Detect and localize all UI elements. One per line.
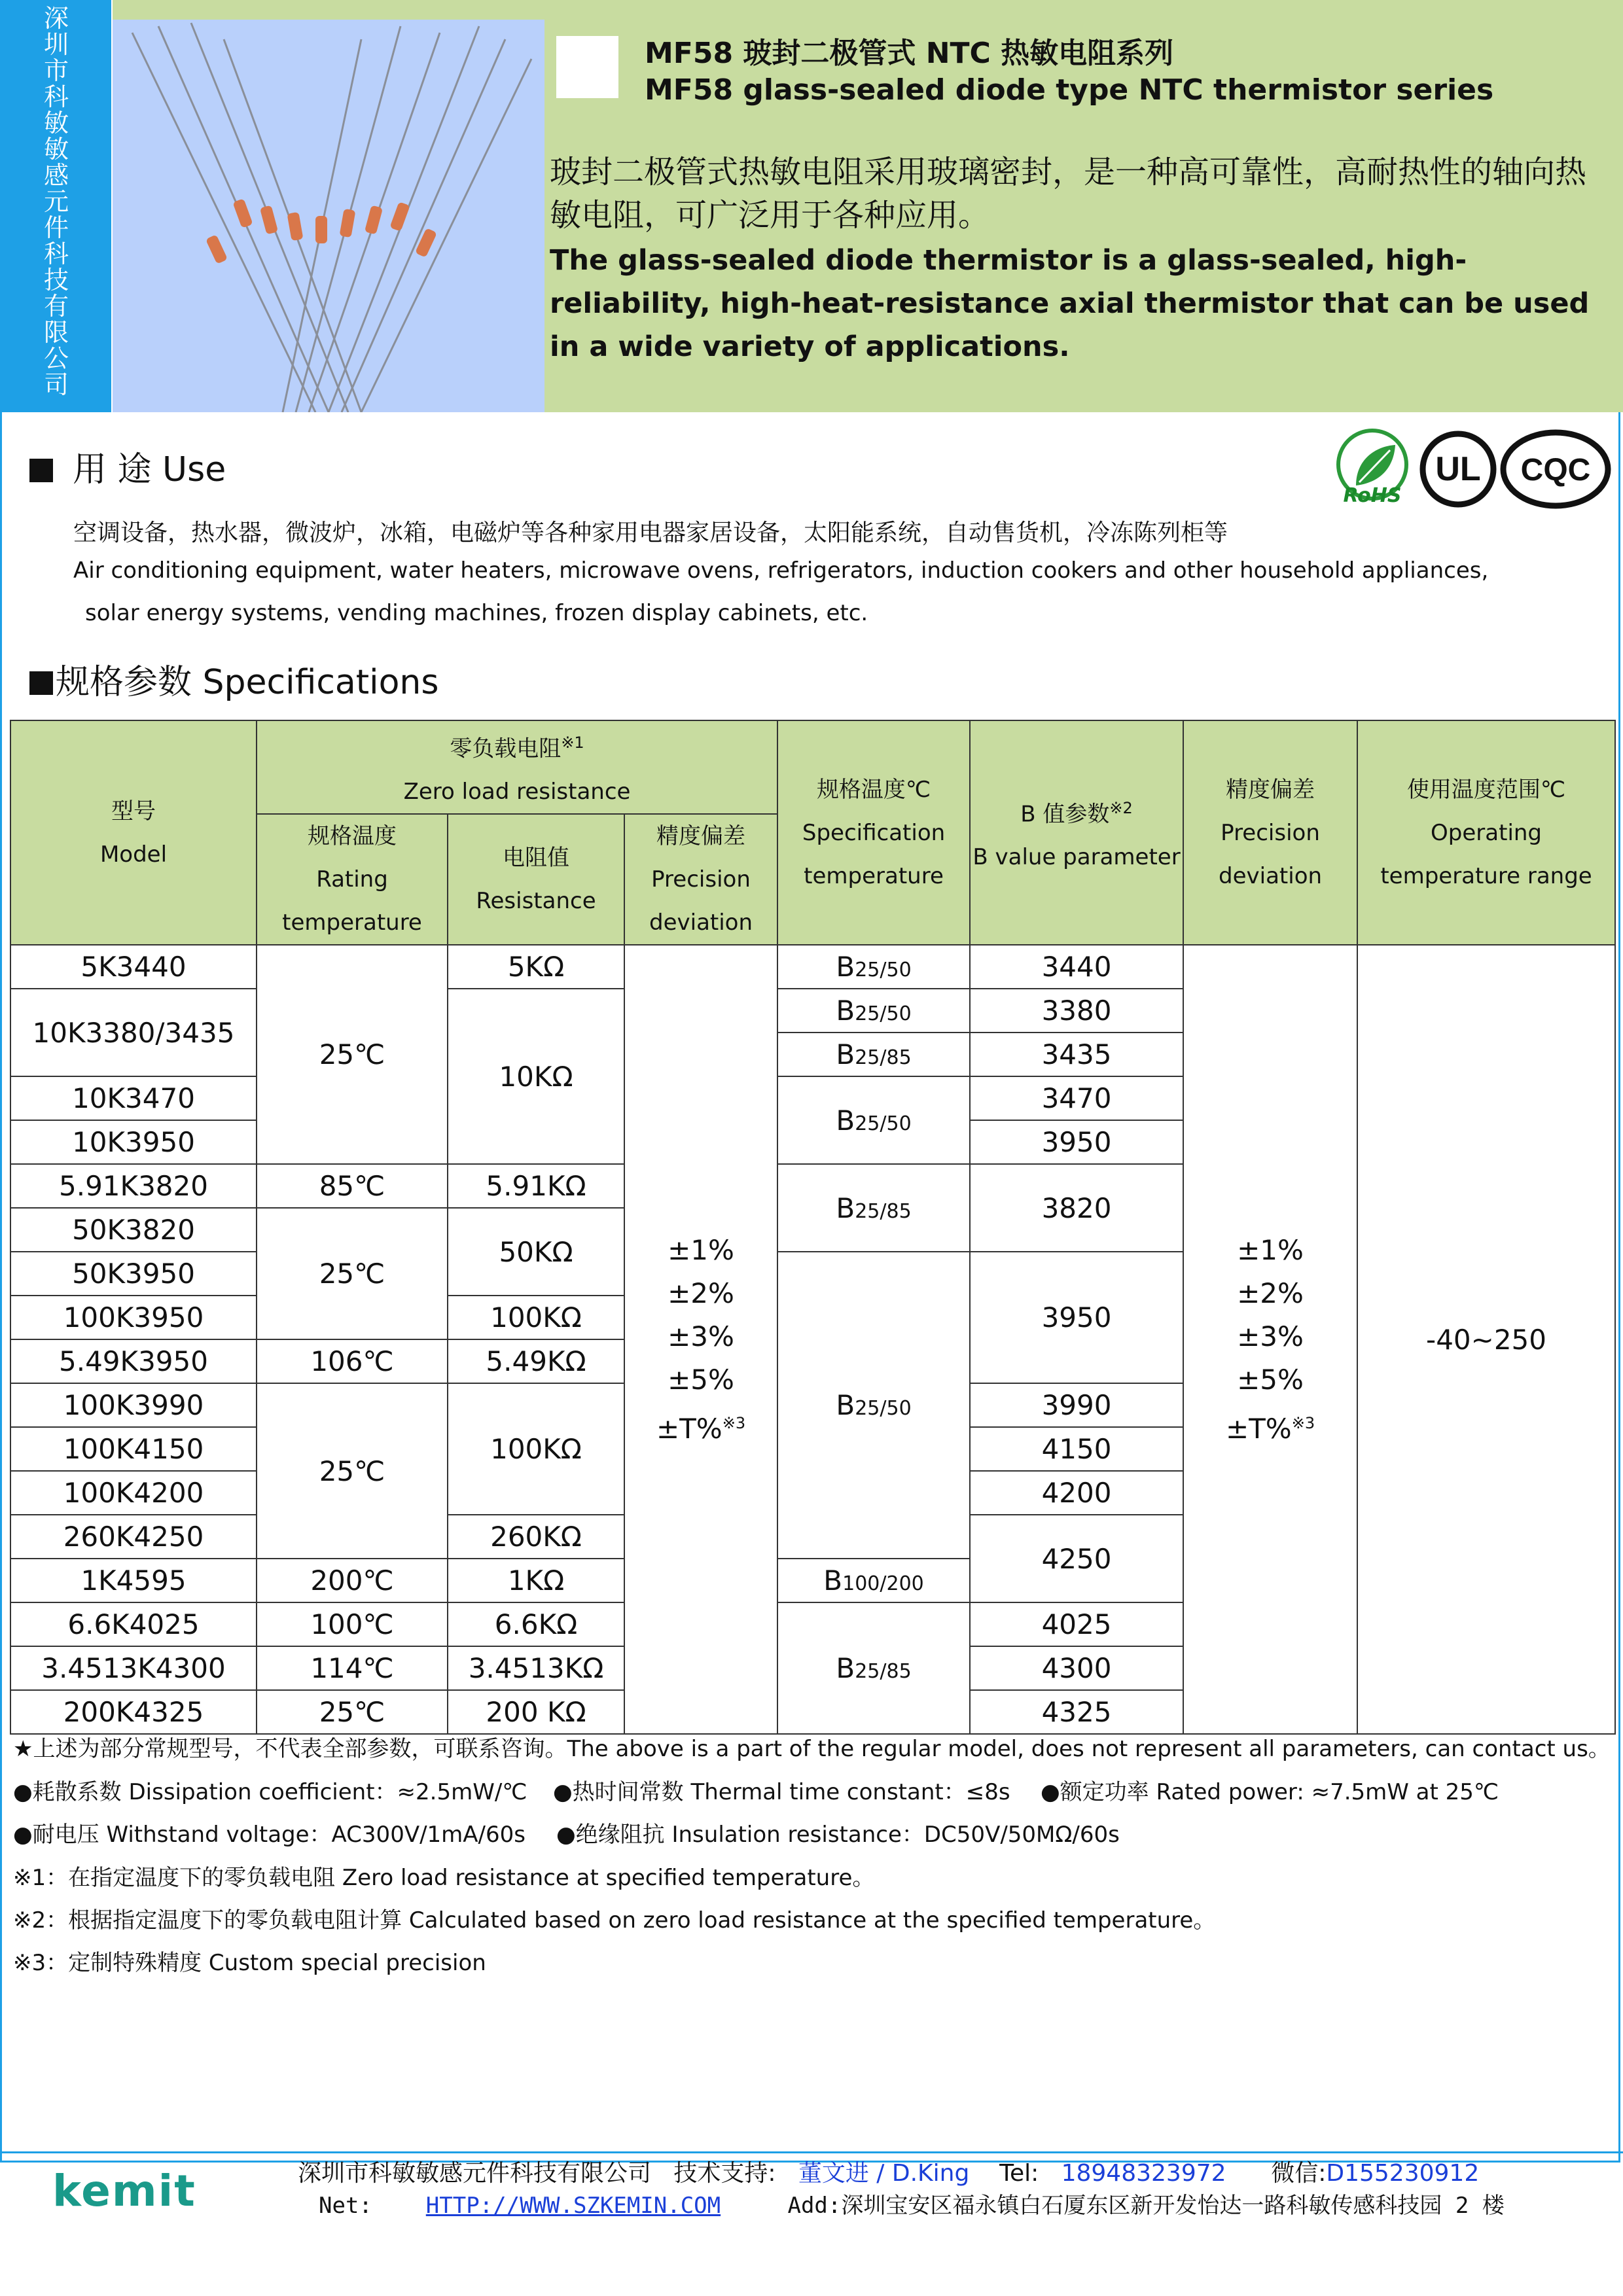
b-value-cell: 4200	[970, 1471, 1183, 1515]
resistance-cell: 3.4513KΩ	[448, 1646, 624, 1690]
note-power: ●额定功率 Rated power: ≈7.5mW at 25℃	[1041, 1779, 1499, 1805]
temp-cell: 200℃	[257, 1559, 448, 1602]
model-cell: 50K3820	[10, 1208, 257, 1252]
model-cell: 100K3950	[10, 1296, 257, 1339]
description-en: The glass-sealed diode thermistor is a glass-sealed, high-reliability, high-heat-resistance axial thermistor that can be used in a wide variety of applications.	[550, 244, 1590, 363]
temp-cell: 100℃	[257, 1602, 448, 1646]
footer-website-link[interactable]: HTTP://WWW.SZKEMIN.COM	[425, 2193, 721, 2219]
th-operating: 使用温度范围℃ Operating temperature range	[1357, 720, 1615, 945]
precision-cell: ±1% ±2% ±3% ±5% ±T%$^{※3}$	[624, 945, 777, 1734]
footer-company: 深圳市科敏敏感元件科技有限公司	[298, 2160, 652, 2187]
spec-table	[10, 720, 1616, 1735]
th-zero-load: 零负载电阻$^{※1}$ Zero load resistance	[257, 720, 777, 814]
b-value-cell: 4300	[970, 1646, 1183, 1690]
temp-cell: 25℃	[257, 945, 448, 1164]
vertical-char: 敏	[43, 109, 69, 137]
vertical-char: 元	[43, 187, 69, 216]
temp-cell: 25℃	[257, 1383, 448, 1559]
resistance-cell: 10KΩ	[448, 989, 624, 1164]
th-model: 型号 Model	[10, 720, 257, 945]
vertical-char: 感	[43, 161, 69, 190]
th-rating-temp: 规格温度 Rating temperature	[257, 814, 448, 945]
use-text-cn: 空调设备，热水器，微波炉，冰箱，电磁炉等各种家用电器家居设备，太阳能系统，自动售货机，冷冻陈列柜等	[73, 520, 1228, 546]
ul-certification-icon	[1419, 427, 1497, 512]
temp-cell: 114℃	[257, 1646, 448, 1690]
b-spec-cell: B25/85	[777, 1033, 970, 1076]
b-value-cell: 3470	[970, 1076, 1183, 1120]
resistance-cell: 5.49KΩ	[448, 1339, 624, 1383]
vertical-char: 科	[43, 239, 69, 268]
use-text-en-line2: solar energy systems, vending machines, frozen display cabinets, etc.	[85, 600, 868, 626]
note-thermal: ●热时间常数 Thermal time constant：≤8s	[553, 1779, 1010, 1805]
b-spec-cell: B25/50	[777, 1076, 970, 1164]
vertical-char: 公	[43, 344, 69, 373]
footer-address: Add:深圳宝安区福永镇白石厦东区新开发怡达一路科敏传感科技园 2 楼	[787, 2193, 1505, 2219]
use-section-title	[29, 442, 226, 491]
b-spec-cell: B25/85	[777, 1602, 970, 1734]
cqc-text: CQC	[1520, 453, 1591, 487]
footer-tel: 18948323972	[1061, 2160, 1226, 2187]
footer-divider	[0, 2151, 1623, 2153]
b-value-cell: 3380	[970, 989, 1183, 1033]
bullet-square-icon	[29, 671, 53, 695]
b-spec-cell: B25/50	[777, 989, 970, 1033]
vertical-char: 司	[43, 370, 69, 399]
description-cn: 玻封二极管式热敏电阻采用玻璃密封，是一种高可靠性，高耐热性的轴向热敏电阻，可广泛用于各种应用。	[550, 154, 1587, 234]
b-value-cell: 4325	[970, 1690, 1183, 1734]
vertical-char: 件	[43, 213, 69, 242]
company-vertical-name	[37, 5, 76, 398]
th-precision: 精度偏差 Precision deviation	[624, 814, 777, 945]
resistance-cell: 100KΩ	[448, 1383, 624, 1515]
model-cell: 50K3950	[10, 1252, 257, 1296]
model-cell: 1K4595	[10, 1559, 257, 1602]
model-cell: 100K3990	[10, 1383, 257, 1427]
model-cell: 10K3470	[10, 1076, 257, 1120]
b-value-cell: 4025	[970, 1602, 1183, 1646]
vertical-char: 限	[43, 318, 69, 347]
th-b-precision: 精度偏差 Precision deviation	[1183, 720, 1357, 945]
b-spec-cell: B100/200	[777, 1559, 970, 1602]
vertical-char: 有	[43, 292, 69, 321]
note-withstand: ●耐电压 Withstand voltage：AC300V/1mA/60s	[13, 1822, 526, 1848]
b-spec-cell: B25/50	[777, 1252, 970, 1559]
b-spec-cell: B25/50	[777, 945, 970, 989]
model-cell: 100K4150	[10, 1427, 257, 1471]
model-cell: 3.4513K4300	[10, 1646, 257, 1690]
vertical-char: 科	[43, 82, 69, 111]
resistance-cell: 260KΩ	[448, 1515, 624, 1559]
resistance-cell: 5.91KΩ	[448, 1164, 624, 1208]
ul-text: UL	[1435, 450, 1481, 488]
th-spec-temp: 规格温度℃ Specification temperature	[777, 720, 970, 945]
footer-net-label: Net:	[319, 2193, 372, 2219]
th-resistance: 电阻值 Resistance	[448, 814, 624, 945]
resistance-cell: 5KΩ	[448, 945, 624, 989]
spec-title-text: 规格参数 Specifications	[56, 663, 439, 702]
model-cell: 10K3950	[10, 1120, 257, 1164]
spec-section-title	[29, 654, 438, 703]
model-cell: 260K4250	[10, 1515, 257, 1559]
vertical-char: 敏	[43, 135, 69, 164]
vertical-char: 市	[43, 56, 69, 85]
use-text-en-line1: Air conditioning equipment, water heaters, microwave ovens, refrigerators, induction cookers and other household appliances,	[73, 557, 1489, 584]
footer-line-2	[319, 2187, 1505, 2219]
vertical-char: 深	[43, 4, 69, 33]
b-value-cell: 4250	[970, 1515, 1183, 1602]
use-title-text: 用 途 Use	[73, 450, 226, 489]
footer-tel-label: Tel:	[999, 2160, 1039, 2187]
resistance-cell: 6.6KΩ	[448, 1602, 624, 1646]
temp-cell: 85℃	[257, 1164, 448, 1208]
kemit-logo: kemit	[52, 2166, 196, 2216]
b-value-cell: 3950	[970, 1252, 1183, 1383]
model-cell: 200K4325	[10, 1690, 257, 1734]
table-row	[10, 945, 1615, 989]
note-2: ※2：根据指定温度下的零负载电阻计算 Calculated based on zero load resistance at the specified temperature。	[13, 1907, 1216, 1934]
model-cell: 100K4200	[10, 1471, 257, 1515]
resistance-cell: 1KΩ	[448, 1559, 624, 1602]
model-cell: 6.6K4025	[10, 1602, 257, 1646]
cqc-certification-icon	[1500, 427, 1611, 512]
resistance-cell: 100KΩ	[448, 1296, 624, 1339]
b-value-cell: 3440	[970, 945, 1183, 989]
resistance-cell: 200 KΩ	[448, 1690, 624, 1734]
model-cell: 5.49K3950	[10, 1339, 257, 1383]
vertical-char: 圳	[43, 30, 69, 59]
footer-support-name: 董文进 / D.King	[798, 2160, 970, 2187]
b-value-cell: 3990	[970, 1383, 1183, 1427]
vertical-char: 技	[43, 266, 69, 294]
header-row-1	[10, 720, 1615, 814]
product-photo	[113, 20, 544, 412]
note-insulation: ●绝缘阻抗 Insulation resistance：DC50V/50MΩ/60s	[556, 1822, 1120, 1848]
note-star: ★上述为部分常规型号，不代表全部参数，可联系咨询。The above is a part of the regular model, does not represent all parameters, can contact us。	[13, 1736, 1611, 1762]
footer-support-label: 技术支持:	[673, 2160, 776, 2187]
model-cell: 10K3380/3435	[10, 989, 257, 1076]
b-precision-cell: ±1% ±2% ±3% ±5% ±T%$^{※3}$	[1183, 945, 1357, 1734]
b-value-cell: 3950	[970, 1120, 1183, 1164]
header-square-marker	[556, 36, 618, 98]
model-cell: 5.91K3820	[10, 1164, 257, 1208]
note-dissipation: ●耗散系数 Dissipation coefficient：≈2.5mW/℃	[13, 1779, 527, 1805]
th-b-value: B 值参数$^{※2}$ B value parameter	[970, 720, 1183, 945]
resistance-cell: 50KΩ	[448, 1208, 624, 1296]
model-cell: 5K3440	[10, 945, 257, 989]
b-value-cell: 3820	[970, 1164, 1183, 1252]
temp-cell: 25℃	[257, 1208, 448, 1339]
temp-cell: 106℃	[257, 1339, 448, 1383]
footer-line-1	[298, 2155, 1479, 2188]
b-value-cell: 3435	[970, 1033, 1183, 1076]
note-1: ※1：在指定温度下的零负载电阻 Zero load resistance at specified temperature。	[13, 1865, 875, 1891]
note-3: ※3：定制特殊精度 Custom special precision	[13, 1950, 486, 1976]
operating-cell: -40~250	[1357, 945, 1615, 1734]
b-value-cell: 4150	[970, 1427, 1183, 1471]
title-cn: MF58 玻封二极管式 NTC 热敏电阻系列	[645, 37, 1174, 70]
footer-wechat: D155230912	[1326, 2160, 1480, 2187]
bullet-square-icon	[29, 459, 53, 482]
title-en: MF58 glass-sealed diode type NTC thermistor series	[645, 73, 1494, 107]
footer-wechat-label: 微信:	[1271, 2160, 1327, 2187]
rohs-label: RoHS	[1343, 484, 1402, 507]
b-spec-cell: B25/85	[777, 1164, 970, 1252]
temp-cell: 25℃	[257, 1690, 448, 1734]
